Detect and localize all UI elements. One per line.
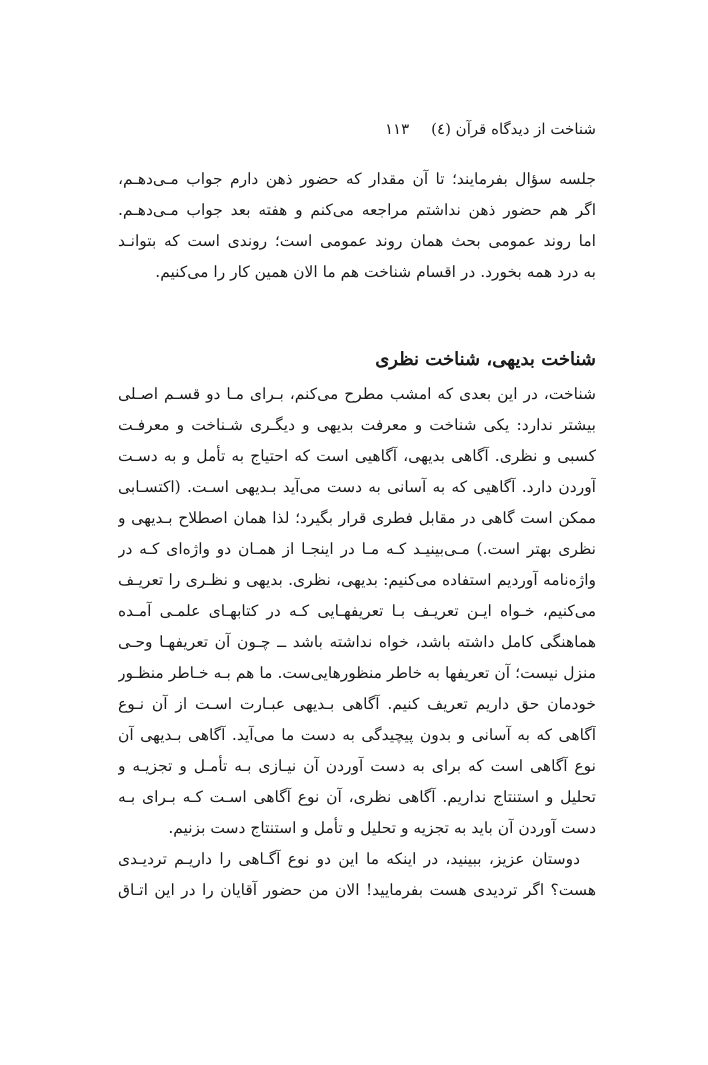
text-line: اگر هم حضور ذهن نداشتم مراجعه می‌کنم و هفته بعد جواب مـی‌دهـم. [118, 201, 596, 219]
text-line: دست آوردن آن باید به تجزیه و تحلیل و تأمل و استنتاج دست بزنیم. [168, 818, 596, 837]
text-line: شناخت، در این بعدی که امشب مطرح می‌کنم، بـرای مـا دو قسـم اصـلی [118, 384, 596, 403]
text-line: هماهنگی کامل داشته باشد، خواه نداشته باشد ــ چـون آن تعریفهـا وحـی [118, 632, 596, 651]
text-line: اما روند عمومی بحث همان روند عمومی است؛ روندی است که بتوانـد [118, 232, 596, 250]
paragraph-intro [118, 164, 596, 288]
text-line: می‌کنیم، خـواه ایـن تعریـف بـا تعریفهـایی کـه در کتابهـای علمـی آمـده [118, 601, 596, 620]
text-line: منزل نیست؛ آن تعریفها به خاطر منظورهایی‌ست. ما هم بـه خـاطر منظـور [118, 663, 596, 682]
text-line: کسبی و نظری. آگاهی بدیهی، آگاهیی است که احتیاج به تأمل و به دسـت [118, 446, 596, 465]
page-body [118, 164, 596, 906]
text-line: دوستان عزیز، ببینید، در اینکه ما این دو نوع آگـاهی را داریـم تردیـدی [118, 849, 580, 868]
text-line: آوردن دارد. آگاهیی که به آسانی به دست می‌آید بـدیهی اسـت. (اکتسـابی [118, 477, 596, 496]
text-line: نظری بهتر است.) مـی‌بینیـد کـه مـا در اینجـا از همـان دو واژه‌ای کـه در [118, 539, 596, 558]
running-title: شناخت از دیدگاه قرآن (٤) [431, 120, 596, 138]
text-line: واژه‌نامه آوردیم استفاده می‌کنیم: بدیهی، نظری. بدیهی و نظـری را تعریـف [118, 570, 596, 589]
text-line: نوع آگاهی است که برای به دست آوردن آن نیـازی بـه تأمـل و تجزیـه و [118, 756, 596, 775]
text-line: بیشتر ندارد: یکی شناخت و معرفت بدیهی و دیگـری شـناخت و معرفـت [118, 415, 596, 434]
text-line: آگاهی که به آسانی و بدون پیچیدگی به دست ما می‌آید. آگاهی بـدیهی آن [118, 725, 596, 744]
text-line: به درد همه بخورد. در اقسام شناخت هم ما الان همین کار را می‌کنیم. [155, 263, 596, 281]
paragraph-definitions [118, 379, 596, 844]
text-line: تحلیل و استنتاج نداریم. آگاهی نظری، آن نوع آگاهی اسـت کـه بـرای بـه [118, 787, 596, 806]
text-line: ممکن است گاهی در مقابل فطری قرار بگیرد؛ لذا همان اصطلاح بـدیهی و [118, 508, 596, 527]
section-spacer [118, 288, 596, 328]
text-line: هست؟ اگر تردیدی هست بفرمایید! الان من حضور آقایان را در این اتـاق [118, 880, 596, 899]
text-line: خودمان حق داریم تعریف کنیم. آگاهی بـدیهی عبـارت اسـت از آن نـوع [118, 694, 596, 713]
paragraph-question [118, 844, 596, 906]
text-line: جلسه سؤال بفرمایند؛ تا آن مقدار که حضور ذهن دارم جواب مـی‌دهـم، [118, 170, 596, 188]
section-heading: شناخت بدیهی، شناخت نظری [375, 348, 596, 370]
running-header [118, 118, 596, 140]
page-number: ۱۱۳ [384, 120, 410, 138]
